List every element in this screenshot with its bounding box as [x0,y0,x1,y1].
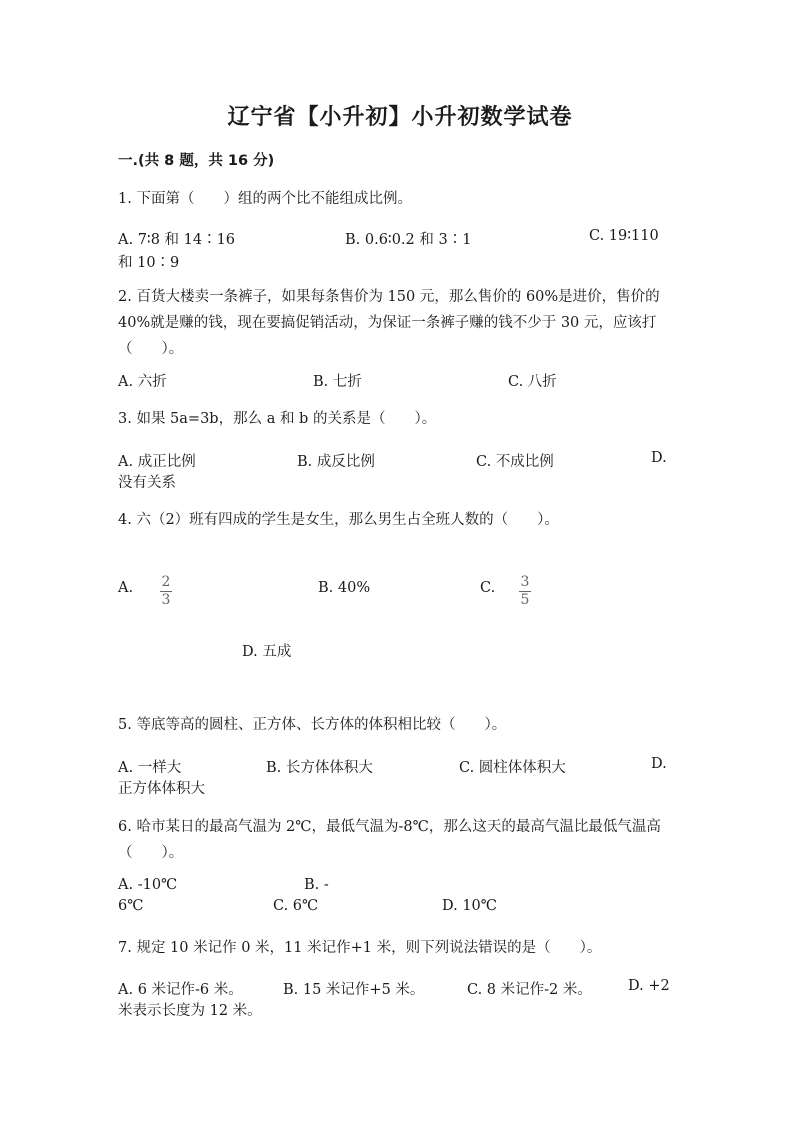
question-4-option-b: B. 40% [318,580,371,596]
question-7-option-d-cont: 米表示长度为 12 米。 [118,1003,262,1019]
question-1-stem: 1. 下面第（ ）组的两个比不能组成比例。 [118,191,412,207]
question-3-option-d: D. [651,450,667,466]
fraction-numerator: 2 [161,574,171,590]
page-title: 辽宁省【小升初】小升初数学试卷 [227,105,573,130]
question-4-option-c: C. [480,580,496,596]
question-2-option-a: A. 六折 [118,374,167,390]
question-3-option-b: B. 成反比例 [297,454,375,470]
question-1-option-a: A. 7∶8 和 14∶16 [118,232,236,248]
question-3-option-d-cont: 没有关系 [118,475,176,491]
question-5-option-d-cont: 正方体体积大 [118,781,205,797]
question-2-option-c: C. 八折 [508,374,557,390]
question-2-option-b: B. 七折 [313,374,362,390]
question-6-stem: 6. 哈市某日的最高气温为 2℃，最低气温为-8℃，那么这天的最高气温比最低气温高（ ）。 [118,819,661,861]
question-5-option-a: A. 一样大 [118,760,182,776]
question-1-option-c: C. 19∶110 [589,228,659,244]
question-6-option-b: B. - [304,877,329,893]
question-1-option-c-cont: 和 10∶9 [118,255,180,271]
question-4-stem: 4. 六（2）班有四成的学生是女生，那么男生占全班人数的（ ）。 [118,512,559,528]
question-3-option-a: A. 成正比例 [118,454,196,470]
question-5-option-d: D. [651,756,667,772]
question-5-option-c: C. 圆柱体体积大 [459,760,566,776]
question-6-option-c: C. 6℃ [273,898,319,914]
question-6-option-d: D. 10℃ [442,898,497,914]
fraction-denominator: 5 [520,592,530,608]
question-3-option-c: C. 不成比例 [476,454,554,470]
question-1-option-b: B. 0.6∶0.2 和 3∶1 [345,232,472,248]
question-4-fraction-three-fifths [519,575,531,608]
section-heading: 一.(共 8 题，共 16 分) [118,153,275,169]
question-7-option-a: A. 6 米记作-6 米。 [118,982,243,998]
question-5-stem: 5. 等底等高的圆柱、正方体、长方体的体积相比较（ ）。 [118,717,507,733]
question-6-option-a: A. -10℃ [118,877,178,893]
fraction-numerator: 3 [520,574,530,590]
question-7-option-c: C. 8 米记作-2 米。 [467,982,592,998]
question-7-option-b: B. 15 米记作+5 米。 [283,982,425,998]
question-7-option-d: D. +2 [628,978,670,994]
fraction-denominator: 3 [161,592,171,608]
question-3-stem: 3. 如果 5a=3b，那么 a 和 b 的关系是（ ）。 [118,411,437,427]
question-4-option-d: D. 五成 [242,644,292,660]
question-4-fraction-two-thirds [160,575,172,608]
question-4-option-a: A. [118,580,134,596]
question-5-option-b: B. 长方体体积大 [266,760,373,776]
question-2-stem: 2. 百货大楼卖一条裤子，如果每条售价为 150 元，那么售价的 60%是进价，售价的 40%就是赚的钱，现在要搞促销活动，为保证一条裤子赚的钱不少于 30 元，应该打（ ）。 [118,289,660,357]
question-6-option-b-cont: 6℃ [118,898,144,914]
question-7-stem: 7. 规定 10 米记作 0 米，11 米记作+1 米，则下列说法错误的是（ ）。 [118,940,602,956]
